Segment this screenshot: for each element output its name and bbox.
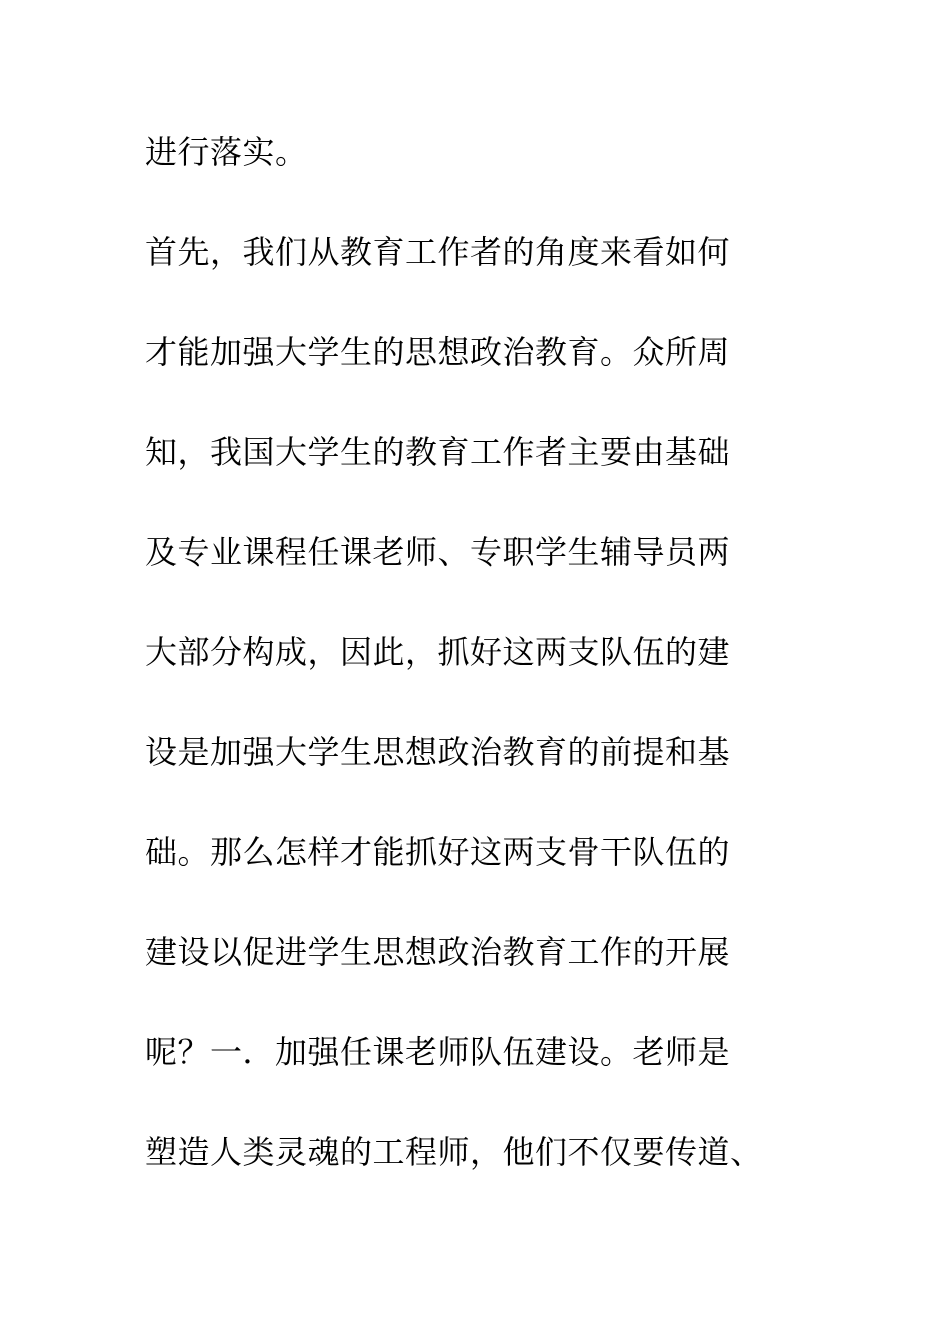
- text-line-3: 才能加强大学生的思想政治教育。众所周: [145, 333, 731, 371]
- text-line-10: 呢？一．加强任课老师队伍建设。老师是: [145, 1033, 731, 1071]
- text-line-5: 及专业课程任课老师、专职学生辅导员两: [145, 533, 731, 571]
- text-line-2: 首先，我们从教育工作者的角度来看如何: [145, 233, 731, 271]
- text-line-7: 设是加强大学生思想政治教育的前提和基: [145, 733, 731, 771]
- text-line-4: 知，我国大学生的教育工作者主要由基础: [145, 433, 731, 471]
- text-line-8: 础。那么怎样才能抓好这两支骨干队伍的: [145, 833, 731, 871]
- text-line-9: 建设以促进学生思想政治教育工作的开展: [145, 933, 731, 971]
- text-line-1: 进行落实。: [145, 133, 308, 171]
- text-line-6: 大部分构成，因此，抓好这两支队伍的建: [145, 633, 731, 671]
- text-line-11: 塑造人类灵魂的工程师，他们不仅要传道、: [145, 1133, 763, 1171]
